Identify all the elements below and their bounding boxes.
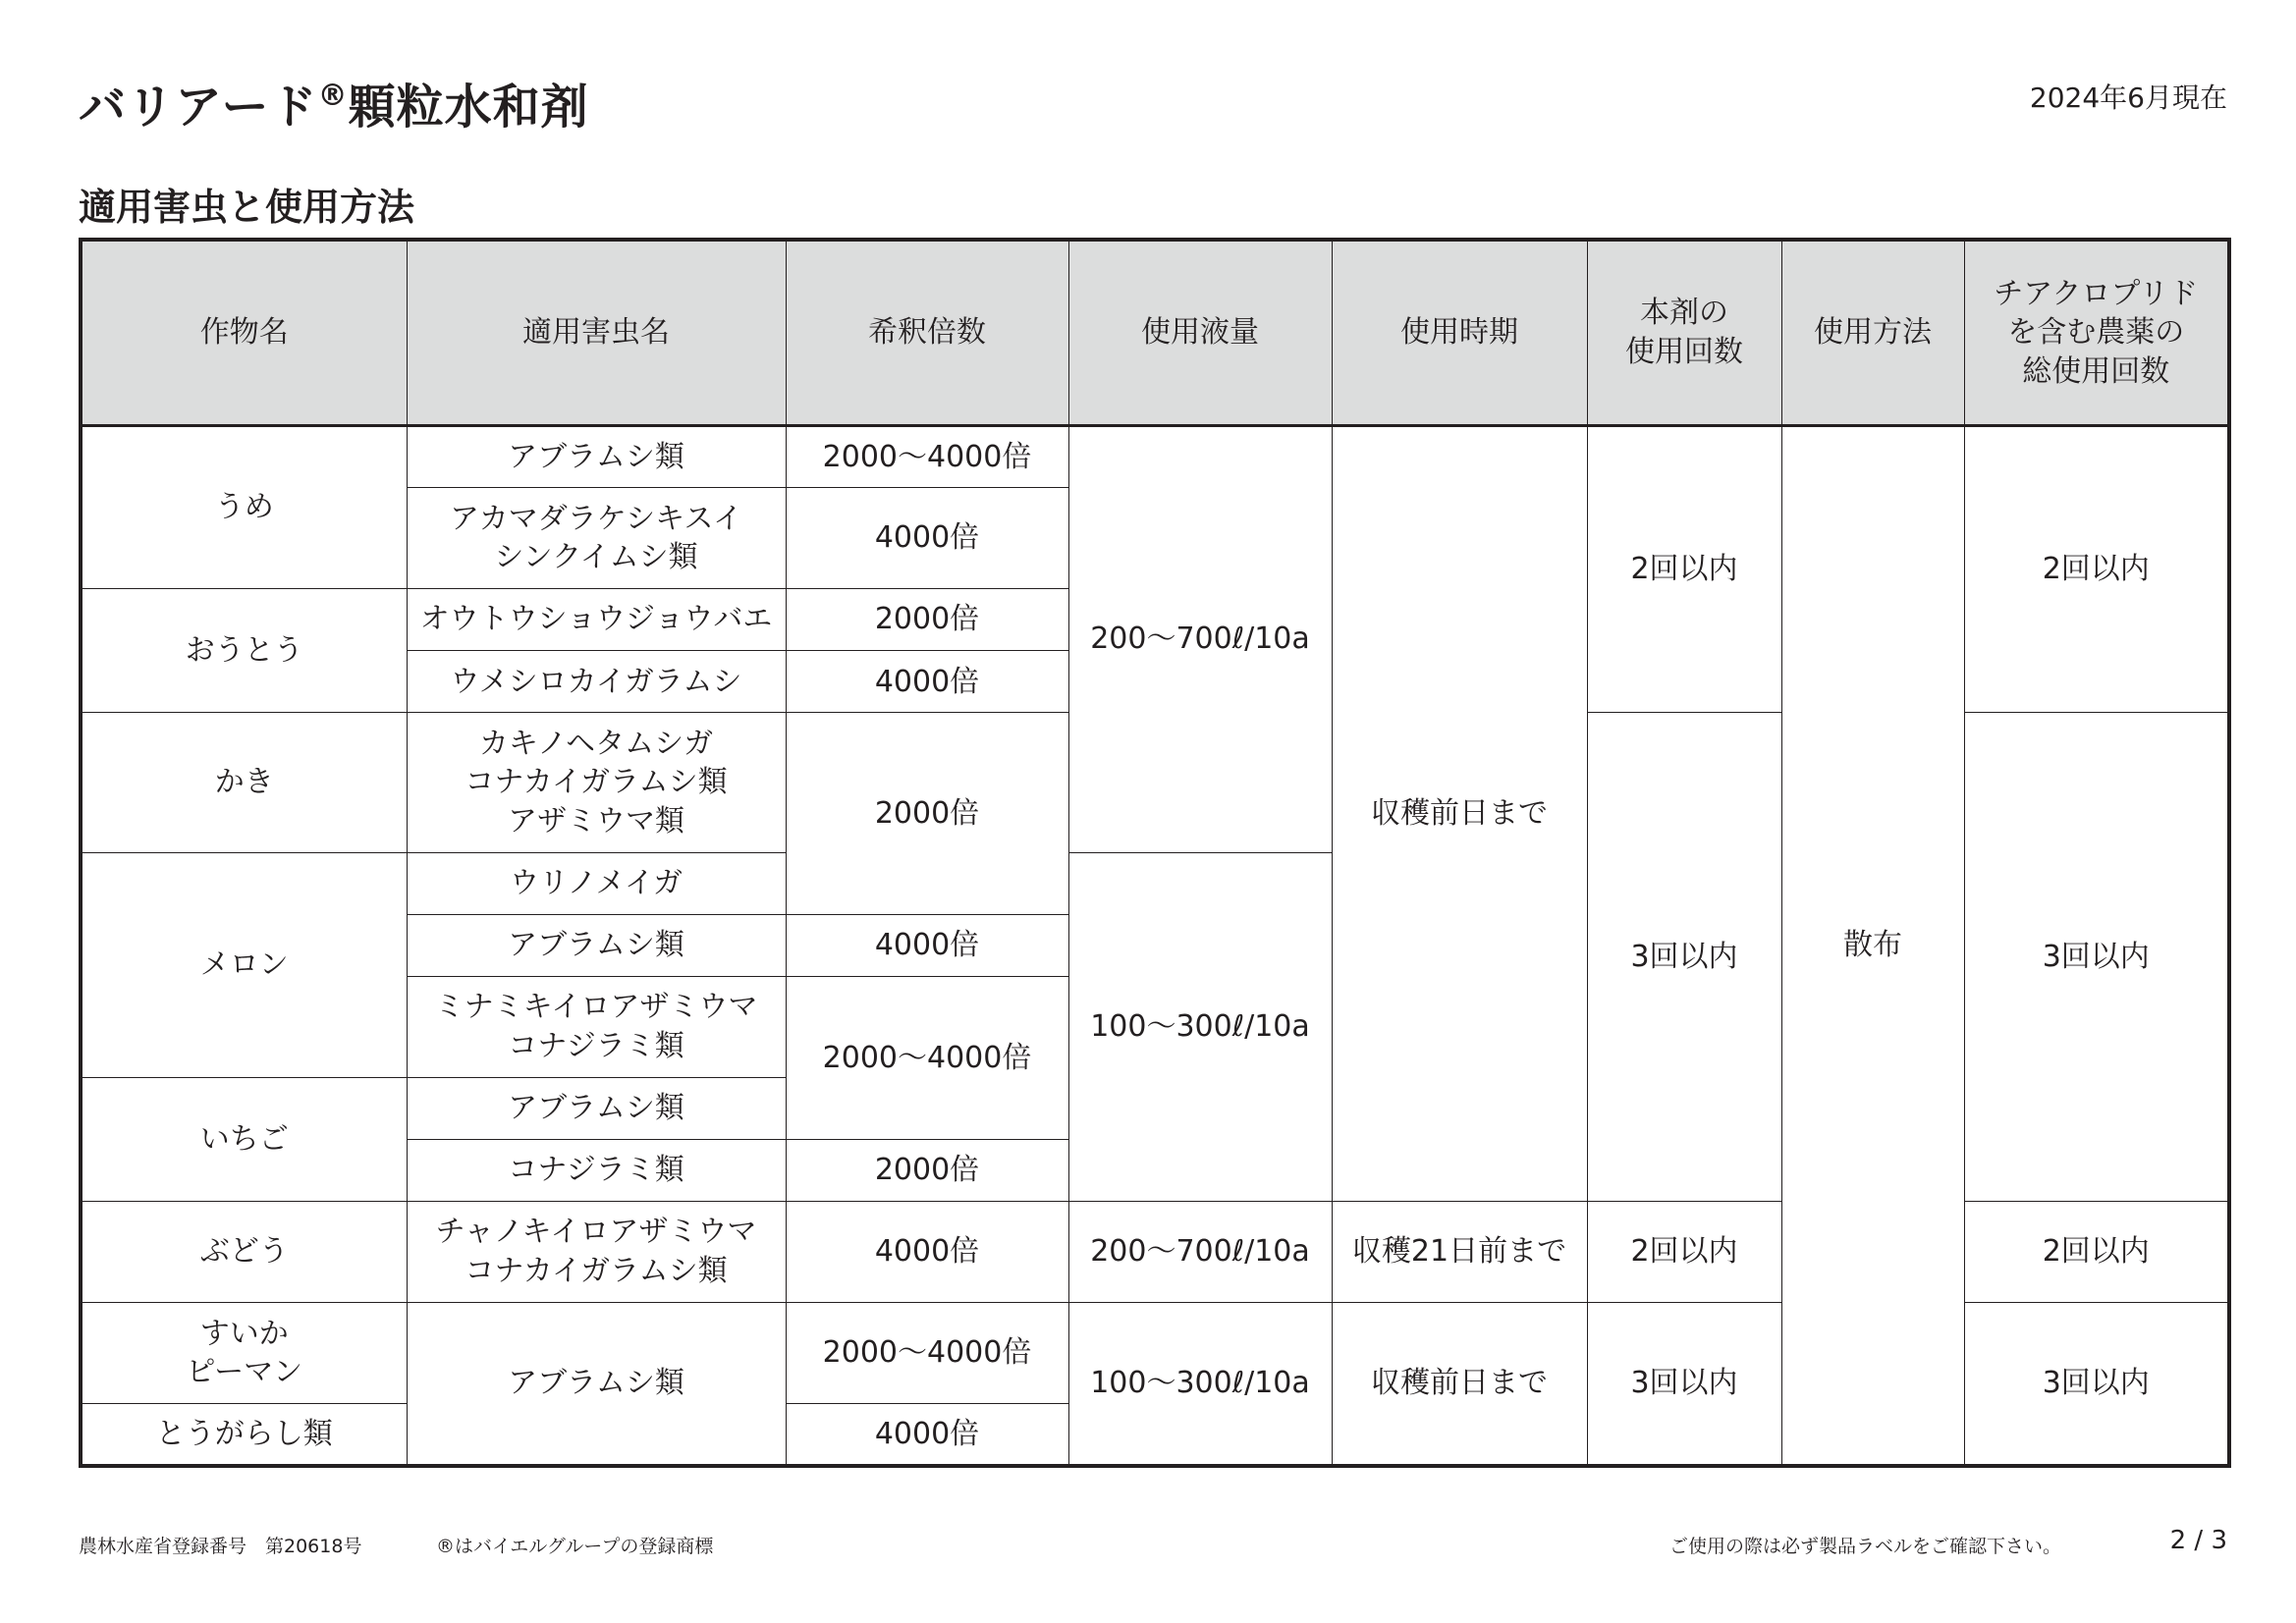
header-usage-count: 本剤の 使用回数 <box>1587 240 1781 426</box>
product-type: 顆粒水和剤 <box>348 80 589 135</box>
crop-cell: すいか ピーマン <box>81 1303 407 1404</box>
crop-cell: おうとう <box>81 589 407 713</box>
total-count-cell: 3回以内 <box>1964 713 2229 1202</box>
timing-cell: 収穫21日前まで <box>1332 1202 1587 1303</box>
crop-cell: メロン <box>81 852 407 1077</box>
usage-count-cell: 2回以内 <box>1587 1202 1781 1303</box>
pest-cell: アブラムシ類 <box>407 1303 786 1466</box>
pest-cell: ミナミキイロアザミウマ コナジラミ類 <box>407 976 786 1077</box>
header-total-count: チアクロプリド を含む農薬の 総使用回数 <box>1964 240 2229 426</box>
table-row <box>81 426 2229 488</box>
dilution-cell: 2000〜4000倍 <box>786 1303 1068 1404</box>
registration-number: 農林水産省登録番号 第20618号 <box>79 1536 362 1557</box>
dilution-cell: 4000倍 <box>786 488 1068 589</box>
volume-cell: 100〜300ℓ/10a <box>1068 1303 1332 1466</box>
volume-cell: 200〜700ℓ/10a <box>1068 426 1332 853</box>
pest-cell: アブラムシ類 <box>407 426 786 488</box>
header-row <box>81 240 2229 426</box>
registered-mark: ® <box>317 79 349 113</box>
volume-cell: 200〜700ℓ/10a <box>1068 1202 1332 1303</box>
method-cell: 散布 <box>1781 426 1964 1467</box>
crop-cell: ぶどう <box>81 1202 407 1303</box>
usage-count-cell: 3回以内 <box>1587 1303 1781 1466</box>
timing-cell: 収穫前日まで <box>1332 1303 1587 1466</box>
pest-cell: チャノキイロアザミウマ コナカイガラムシ類 <box>407 1202 786 1303</box>
crop-cell: かき <box>81 713 407 852</box>
total-count-cell: 2回以内 <box>1964 426 2229 713</box>
pest-cell: アブラムシ類 <box>407 914 786 976</box>
pest-cell: ウメシロカイガラムシ <box>407 651 786 713</box>
header-dilution: 希釈倍数 <box>786 240 1068 426</box>
dilution-cell: 2000倍 <box>786 713 1068 914</box>
dilution-cell: 2000〜4000倍 <box>786 976 1068 1139</box>
dilution-cell: 4000倍 <box>786 914 1068 976</box>
dilution-cell: 2000倍 <box>786 589 1068 651</box>
pest-cell: コナジラミ類 <box>407 1139 786 1201</box>
application-table <box>79 238 2231 1468</box>
dilution-cell: 2000〜4000倍 <box>786 426 1068 488</box>
pest-cell: カキノヘタムシガ コナカイガラムシ類 アザミウマ類 <box>407 713 786 852</box>
dilution-cell: 4000倍 <box>786 1202 1068 1303</box>
crop-cell: いちご <box>81 1077 407 1201</box>
usage-count-cell: 3回以内 <box>1587 713 1781 1202</box>
pest-cell: オウトウショウジョウバエ <box>407 589 786 651</box>
header-pest: 適用害虫名 <box>407 240 786 426</box>
section-title: 適用害虫と使用方法 <box>79 186 415 229</box>
total-count-cell: 3回以内 <box>1964 1303 2229 1466</box>
crop-cell: とうがらし類 <box>81 1404 407 1466</box>
pest-cell: アカマダラケシキスイ シンクイムシ類 <box>407 488 786 589</box>
dilution-cell: 2000倍 <box>786 1139 1068 1201</box>
timing-cell: 収穫前日まで <box>1332 426 1587 1202</box>
header-method: 使用方法 <box>1781 240 1964 426</box>
label-notice: ご使用の際は必ず製品ラベルをご確認下さい。 <box>1669 1536 2062 1557</box>
dilution-cell: 4000倍 <box>786 1404 1068 1466</box>
pest-cell: アブラムシ類 <box>407 1077 786 1139</box>
dilution-cell: 4000倍 <box>786 651 1068 713</box>
header-crop: 作物名 <box>81 240 407 426</box>
crop-cell: うめ <box>81 426 407 589</box>
page-number: 2 / 3 <box>2169 1526 2227 1555</box>
header-timing: 使用時期 <box>1332 240 1587 426</box>
header-volume: 使用液量 <box>1068 240 1332 426</box>
pest-cell: ウリノメイガ <box>407 852 786 914</box>
trademark-notice: ®はバイエルグループの登録商標 <box>436 1536 714 1557</box>
total-count-cell: 2回以内 <box>1964 1202 2229 1303</box>
page-title <box>79 69 589 136</box>
volume-cell: 100〜300ℓ/10a <box>1068 852 1332 1201</box>
product-name: バリアード <box>79 80 318 135</box>
as-of-date: 2024年6月現在 <box>2029 81 2227 114</box>
usage-count-cell: 2回以内 <box>1587 426 1781 713</box>
